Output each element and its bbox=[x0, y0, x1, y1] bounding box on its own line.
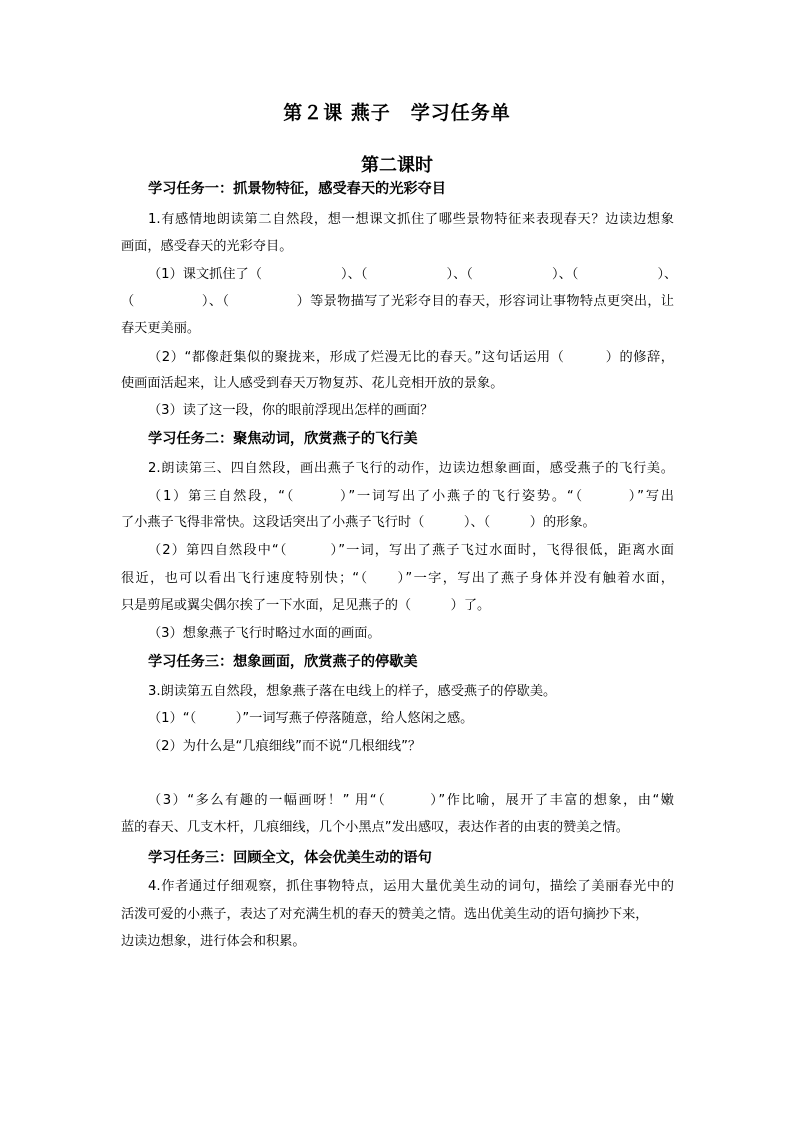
task3-line-1: 3.朗读第五自然段，想象燕子落在电线上的样子，感受燕子的停歇美。 bbox=[148, 684, 557, 699]
task2-line-3: 了小燕子飞得非常快。这段话突出了小燕子飞行时（ ）、（ ）的形象。 bbox=[121, 515, 596, 530]
task1-line-6: （2）“都像赶集似的聚拢来，形成了烂漫无比的春天。”这句话运用（ ）的修辞， bbox=[148, 350, 674, 365]
task2-line-5: 很近，也可以看出飞行速度特别快；“（ ）”一字，写出了燕子身体并没有触着水面， bbox=[121, 571, 674, 586]
task1-line-5: 春天更美丽。 bbox=[121, 321, 201, 336]
task1-line-2: 画面，感受春天的光彩夺目。 bbox=[121, 239, 293, 254]
task3-line-5: 蓝的春天、几支木杆，几痕细线，几个小黑点”发出感叹，表达作者的由衷的赞美之情。 bbox=[121, 820, 629, 835]
task3-line-3: （2）为什么是“几痕细线”而不说“几根细线”？ bbox=[148, 739, 422, 754]
task2-heading: 学习任务二：聚焦动词，欣赏燕子的飞行美 bbox=[148, 431, 418, 447]
task3-line-4: （3）“多么有趣的一幅画呀！” 用“（ ）”作比喻，展开了丰富的想象，由“嫩 bbox=[148, 793, 674, 808]
task2-line-2: （1）第三自然段，“（ ）”一词写出了小燕子的飞行姿势。“（ ）”写出 bbox=[148, 489, 674, 504]
task1-line-7: 使画面活起来，让人感受到春天万物复苏、花儿竞相开放的景象。 bbox=[121, 376, 504, 391]
task1-line-3: （1）课文抓住了（ ）、（ ）、（ ）、（ ）、 bbox=[148, 267, 678, 282]
page-subtitle: 第二课时 bbox=[361, 155, 433, 176]
task4-line-2: 活泼可爱的小燕子，表达了对充满生机的春天的赞美之情。选出优美生动的语句摘抄下来， bbox=[121, 907, 649, 922]
task1-line-8: （3）读了这一段，你的眼前浮现出怎样的画面？ bbox=[148, 403, 434, 418]
task1-line-4: （ ）、（ ）等景物描写了光彩夺目的春天，形容词让事物特点更突出，让 bbox=[121, 294, 674, 309]
task4-line-1: 4.作者通过仔细观察，抓住事物特点，运用大量优美生动的词句，描绘了美丽春光中的 bbox=[148, 879, 674, 894]
task3-heading: 学习任务三：想象画面，欣赏燕子的停歇美 bbox=[148, 654, 418, 670]
task2-line-6: 只是剪尾或翼尖偶尔挨了一下水面，足见燕子的（ ）了。 bbox=[121, 598, 491, 613]
task1-heading: 学习任务一：抓景物特征，感受春天的光彩夺目 bbox=[148, 181, 446, 197]
task1-line-1: 1.有感情地朗读第二自然段，想一想课文抓住了哪些景物特征来表现春天？边读边想象 bbox=[148, 212, 674, 227]
task2-line-1: 2.朗读第三、四自然段，画出燕子飞行的动作，边读边想象画面，感受燕子的飞行美。 bbox=[148, 461, 674, 476]
task2-line-4: （2）第四自然段中“（ ）”一词，写出了燕子飞过水面时，飞得很低，距离水面 bbox=[148, 543, 674, 558]
page-title: 第２课 燕子 学习任务单 bbox=[283, 102, 511, 124]
task3-line-2: （1）“（ ）”一词写燕子停落随意，给人悠闲之感。 bbox=[148, 711, 474, 726]
task4-line-3: 边读边想象，进行体会和积累。 bbox=[121, 934, 306, 949]
task2-line-7: （3）想象燕子飞行时略过水面的画面。 bbox=[148, 626, 381, 641]
task4-heading: 学习任务三：回顾全文，体会优美生动的语句 bbox=[148, 850, 432, 866]
